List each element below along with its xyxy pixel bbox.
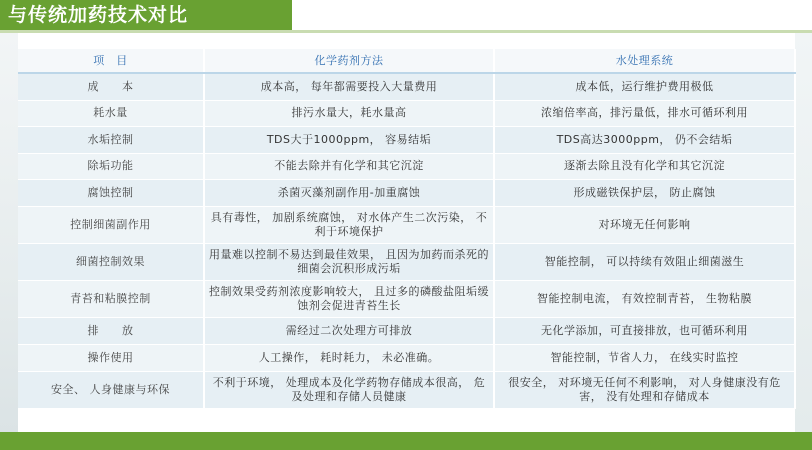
chemical-cell: 用量难以控制不易达到最佳效果， 且因为加药而杀死的细菌会沉积形成污垢 xyxy=(204,243,494,280)
row-label: 细菌控制效果 xyxy=(18,243,204,280)
background-panel-left xyxy=(0,33,18,432)
row-label: 除垢功能 xyxy=(18,153,204,179)
table-row xyxy=(18,73,795,100)
chemical-cell: 控制效果受药剂浓度影响较大， 且过多的磷酸盐阻垢缓蚀剂会促进青苔生长 xyxy=(204,280,494,317)
system-cell: 成本低，运行维护费用极低 xyxy=(494,73,795,100)
system-cell: 智能控制，节省人力， 在线实时监控 xyxy=(494,344,795,371)
system-cell: 很安全， 对环境无任何不利影响， 对人身健康没有危害， 没有处理和存储成本 xyxy=(494,371,795,408)
chemical-cell: 具有毒性， 加剧系统腐蚀， 对水体产生二次污染， 不利于环境保护 xyxy=(204,206,494,243)
system-cell: 智能控制， 可以持续有效阻止细菌滋生 xyxy=(494,243,795,280)
row-label: 成 本 xyxy=(18,73,204,100)
header-water-system: 水处理系统 xyxy=(494,49,795,73)
chemical-cell: 不能去除并有化学和其它沉淀 xyxy=(204,153,494,179)
table-row xyxy=(18,179,795,206)
system-cell: 对环境无任何影响 xyxy=(494,206,795,243)
system-cell: 智能控制电流， 有效控制青苔， 生物粘膜 xyxy=(494,280,795,317)
table-header-row xyxy=(18,49,795,73)
chemical-cell: TDS大于1000ppm， 容易结垢 xyxy=(204,126,494,153)
row-label: 操作使用 xyxy=(18,344,204,371)
row-label: 排 放 xyxy=(18,317,204,344)
header-item: 项 目 xyxy=(18,49,204,73)
background-panel-right xyxy=(795,33,812,432)
chemical-cell: 人工操作， 耗时耗力， 未必准确。 xyxy=(204,344,494,371)
system-cell: 形成磁铁保护层， 防止腐蚀 xyxy=(494,179,795,206)
table-row xyxy=(18,153,795,179)
row-label: 青苔和粘膜控制 xyxy=(18,280,204,317)
system-cell: 无化学添加，可直接排放，也可循环利用 xyxy=(494,317,795,344)
row-label: 安全、 人身健康与环保 xyxy=(18,371,204,408)
row-label: 耗水量 xyxy=(18,100,204,126)
table-row xyxy=(18,243,795,280)
system-cell: TDS高达3000ppm， 仍不会结垢 xyxy=(494,126,795,153)
table-row xyxy=(18,317,795,344)
chemical-cell: 成本高， 每年都需要投入大量费用 xyxy=(204,73,494,100)
system-cell: 浓缩倍率高，排污量低，排水可循环利用 xyxy=(494,100,795,126)
row-label: 水垢控制 xyxy=(18,126,204,153)
row-label: 腐蚀控制 xyxy=(18,179,204,206)
title-underline xyxy=(0,30,812,33)
chemical-cell: 不利于环境， 处理成本及化学药物存储成本很高， 危及处理和存储人员健康 xyxy=(204,371,494,408)
chemical-cell: 杀菌灭藻剂副作用-加重腐蚀 xyxy=(204,179,494,206)
table-row xyxy=(18,280,795,317)
slide-title: 与传统加药技术对比 xyxy=(8,4,189,26)
header-chemical-method: 化学药剂方法 xyxy=(204,49,494,73)
footer-bar xyxy=(0,432,812,450)
system-cell: 逐渐去除且没有化学和其它沉淀 xyxy=(494,153,795,179)
table-row xyxy=(18,344,795,371)
table-row xyxy=(18,126,795,153)
comparison-table xyxy=(18,49,796,409)
row-label: 控制细菌副作用 xyxy=(18,206,204,243)
table-row xyxy=(18,100,795,126)
title-banner xyxy=(0,0,292,30)
table-row xyxy=(18,371,795,408)
chemical-cell: 需经过二次处理方可排放 xyxy=(204,317,494,344)
chemical-cell: 排污水量大，耗水量高 xyxy=(204,100,494,126)
table-row xyxy=(18,206,795,243)
